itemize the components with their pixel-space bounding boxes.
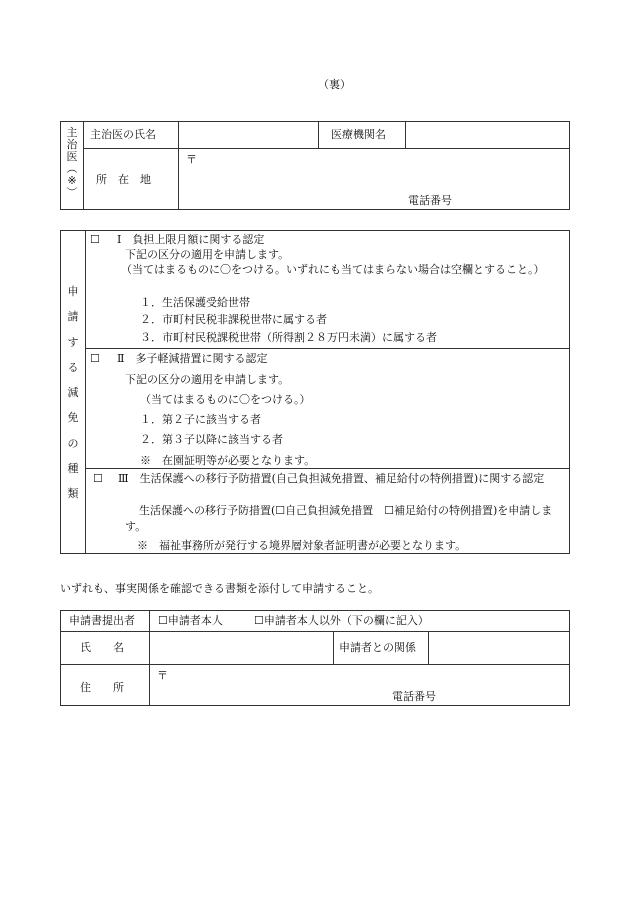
relation-label: 申請者との関係	[339, 641, 416, 654]
section2-remark: ※ 在園証明等が必要となります。	[140, 454, 316, 467]
doctor-side-label: 主 治 医 ︵ ※ ︶	[66, 126, 78, 199]
submitter-name-field[interactable]	[151, 633, 331, 662]
section1-note: （当てはまるものに〇をつける。いずれにも当てはまらない場合は空欄とすること。）	[121, 263, 545, 276]
section2-title: Ⅱ 多子軽減措置に関する認定	[117, 352, 268, 365]
institution-field[interactable]	[407, 123, 568, 146]
section1-line1: 下記の区分の適用を申請します。	[125, 248, 290, 261]
doctor-address-label: 所 在 地	[96, 173, 151, 186]
section2-note: （当てはまるものに〇をつける。）	[140, 393, 311, 406]
submitter-name-label: 氏 名	[80, 641, 124, 654]
submitter-option-self[interactable]: ☐申請者本人	[158, 614, 223, 627]
reduction-side-label: 申 請 す る 減 免 の 種 類	[67, 285, 79, 500]
relation-field[interactable]	[430, 633, 568, 662]
section2-item-1: １．第２子に該当する者	[140, 413, 261, 426]
doctor-postal-mark: 〒	[186, 153, 197, 166]
submitter-label: 申請書提出者	[69, 614, 135, 627]
section1-item-1: １．生活保護受給世帯	[140, 296, 250, 309]
section2-checkbox[interactable]: ☐	[90, 352, 100, 365]
submitter-postal-mark: 〒	[157, 669, 168, 682]
doctor-phone-label: 電話番号	[408, 194, 452, 207]
section3-remark: ※ 福祉事務所が発行する境界層対象者証明書が必要となります。	[137, 539, 467, 552]
section1-checkbox[interactable]: ☐	[90, 233, 100, 246]
section1-title: Ⅰ 負担上限月額に関する認定	[117, 233, 265, 246]
page-marker: （裏）	[318, 78, 351, 91]
submitter-address-field[interactable]	[151, 666, 568, 704]
doctor-address-field[interactable]	[180, 150, 568, 208]
section3-body: 生活保護への移行予防措置(☐自己負担減免措置 ☐補足給付の特例措置)を申請します。	[125, 504, 553, 533]
section3-checkbox[interactable]: ☐	[93, 472, 103, 485]
submitter-option-other[interactable]: ☐申請者本人以外（下の欄に記入）	[254, 614, 429, 627]
section3-title: Ⅲ 生活保護への移行予防措置(自己負担減免措置、補足給付の特例措置)に関する認定	[118, 472, 545, 485]
institution-label: 医療機関名	[331, 128, 386, 141]
doctor-name-field[interactable]	[180, 123, 316, 146]
instruction-text: いずれも、事実関係を確認できる書類を添付して申請すること。	[60, 582, 379, 595]
section1-item-2: ２．市町村民税非課税世帯に属する者	[140, 313, 327, 326]
section1-item-3: ３．市町村民税課税世帯（所得割２８万円未満）に属する者	[140, 331, 437, 344]
doctor-name-label: 主治医の氏名	[90, 128, 156, 141]
section2-line1: 下記の区分の適用を申請します。	[125, 373, 290, 386]
submitter-phone-label: 電話番号	[392, 690, 436, 703]
section2-item-2: ２．第３子以降に該当する者	[140, 433, 283, 446]
submitter-address-label: 住 所	[80, 681, 124, 694]
